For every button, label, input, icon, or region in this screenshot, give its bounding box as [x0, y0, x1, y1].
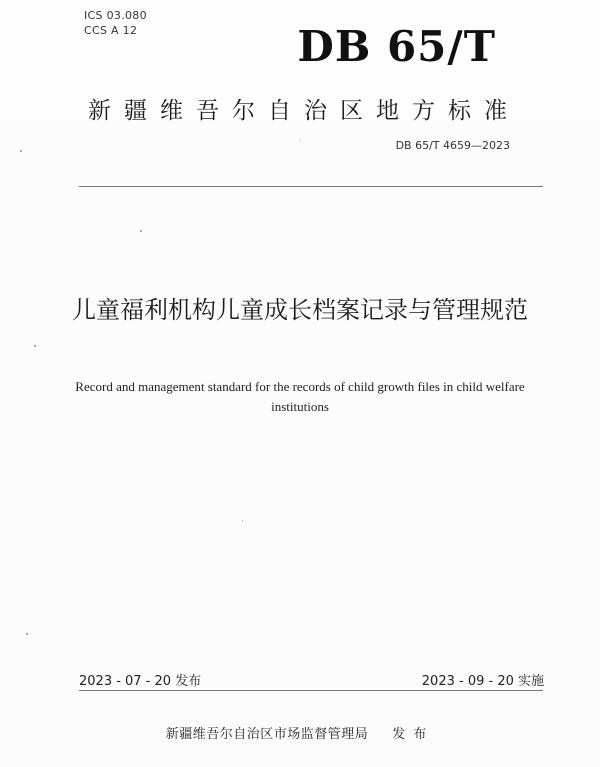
scan-speck — [140, 230, 142, 232]
db-standard-logo: DB 65/T — [297, 22, 496, 71]
issuer-action: 发布 — [392, 727, 435, 742]
scan-speck — [300, 140, 301, 141]
issue-date: 2023 - 07 - 20 发布 — [79, 674, 202, 689]
bottom-divider — [79, 690, 543, 691]
document-title-chinese: 儿童福利机构儿童成长档案记录与管理规范 — [72, 296, 528, 324]
issuer-line — [0, 723, 600, 742]
implementation-date: 2023 - 09 - 20 实施 — [421, 674, 544, 689]
ccs-code: CCS A 12 — [84, 24, 138, 37]
issuer-name: 新疆维吾尔自治区市场监督管理局 — [165, 727, 369, 742]
scan-speck — [26, 633, 28, 635]
scan-speck — [242, 520, 243, 521]
document-title-english: Record and management standard for the records of child growth files in child welfare institutions — [75, 379, 525, 414]
scan-speck — [20, 150, 22, 152]
ics-code: ICS 03.080 — [84, 9, 147, 22]
scan-speck — [34, 345, 36, 347]
top-divider — [79, 186, 543, 187]
standard-type-heading: 新疆维吾尔自治区地方标准 — [88, 98, 520, 124]
standard-number: DB 65/T 4659—2023 — [395, 139, 510, 152]
